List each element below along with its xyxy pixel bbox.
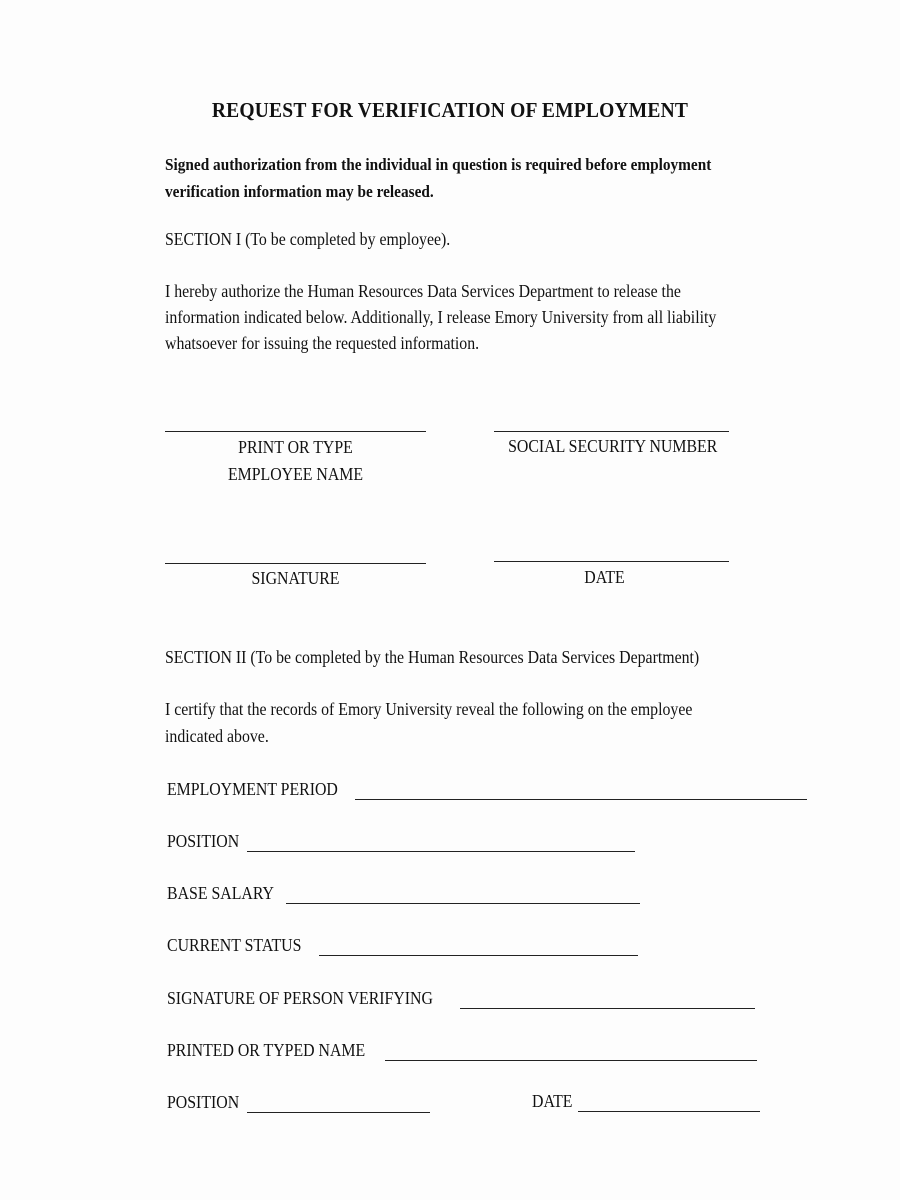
verifier-date-label: DATE [532, 1091, 573, 1111]
section-2-heading: SECTION II (To be completed by the Human Resources Data Services Department) [165, 647, 700, 667]
position-field [167, 828, 637, 852]
section-2-paragraph-line-2: indicated above. [165, 726, 269, 746]
employee-name-blank[interactable] [165, 431, 426, 432]
current-status-label: CURRENT STATUS [167, 935, 302, 955]
verifier-date-field [532, 1088, 762, 1112]
signature-verifying-field [167, 985, 757, 1009]
signature-verifying-label: SIGNATURE OF PERSON VERIFYING [167, 988, 433, 1008]
page-title: REQUEST FOR VERIFICATION OF EMPLOYMENT [211, 98, 689, 122]
verifier-position-field [167, 1089, 432, 1113]
ssn-blank[interactable] [494, 431, 729, 432]
base-salary-field [167, 880, 642, 904]
verifier-date-blank[interactable] [578, 1111, 760, 1112]
employment-period-blank[interactable] [355, 799, 807, 800]
section-1-paragraph-line-3: whatsoever for issuing the requested information. [165, 333, 480, 353]
employment-period-field [167, 776, 642, 800]
verifier-position-label: POSITION [167, 1092, 240, 1112]
section-1-paragraph-line-2: information indicated below. Additionally, I release Emory University from all liability [165, 307, 717, 327]
employee-date-blank[interactable] [494, 561, 729, 562]
employment-period-label: EMPLOYMENT PERIOD [167, 779, 338, 799]
position-label: POSITION [167, 831, 240, 851]
section-1-heading: SECTION I (To be completed by employee). [165, 229, 451, 249]
employee-signature-blank[interactable] [165, 563, 426, 564]
signature-verifying-blank[interactable] [460, 1008, 755, 1009]
current-status-blank[interactable] [319, 955, 638, 956]
section-2-paragraph-line-1: I certify that the records of Emory University reveal the following on the employee [165, 699, 693, 719]
employee-name-label-line-2: EMPLOYEE NAME [227, 464, 364, 484]
verifier-position-blank[interactable] [247, 1112, 430, 1113]
base-salary-label: BASE SALARY [167, 883, 274, 903]
position-blank[interactable] [247, 851, 635, 852]
printed-name-blank[interactable] [385, 1060, 757, 1061]
signature-label: SIGNATURE [251, 568, 340, 588]
ssn-label: SOCIAL SECURITY NUMBER [508, 436, 718, 456]
base-salary-blank[interactable] [286, 903, 640, 904]
current-status-field [167, 932, 642, 956]
section-1-paragraph-line-1: I hereby authorize the Human Resources Data Services Department to release the [165, 281, 681, 301]
notice-line-1: Signed authorization from the individual in question is required before employment [165, 155, 712, 174]
printed-name-label: PRINTED OR TYPED NAME [167, 1040, 366, 1060]
employee-name-label-line-1: PRINT OR TYPE [238, 437, 353, 457]
printed-name-field [167, 1037, 759, 1061]
notice-line-2: verification information may be released. [165, 182, 434, 201]
date-label: DATE [584, 567, 625, 587]
